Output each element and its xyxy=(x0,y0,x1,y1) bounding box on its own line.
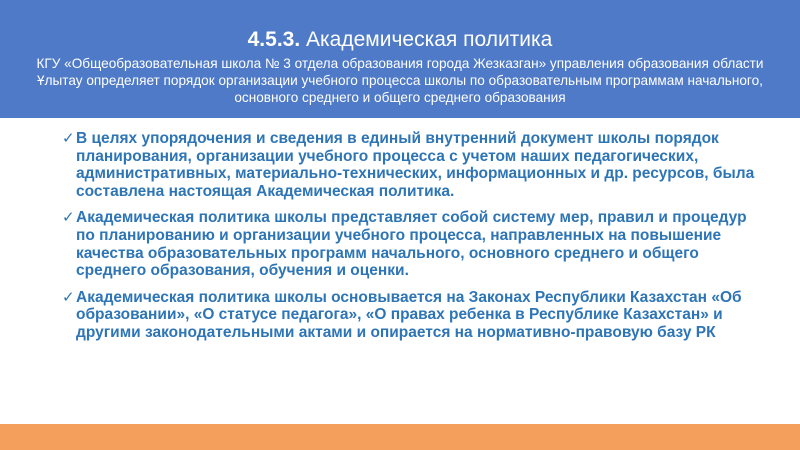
page-subtitle: КГУ «Общеобразовательная школа № 3 отдела образования города Жезказган» управления образования области Ұлытау определяет порядок организации учебного процесса школы по образовательным программам начального, основного среднего и общего среднего образования xyxy=(36,56,764,105)
check-icon: ✓ xyxy=(62,130,75,147)
bullet-list xyxy=(62,130,762,351)
header-banner xyxy=(0,0,800,118)
bullet-text: В целях упорядочения и сведения в единый внутренний документ школы порядок планирования, организации учебного процесса с учетом наших педагогических, административных, материально-технических, информационных и др. ресурсов, была составлена настоящая Академическая политика. xyxy=(76,130,755,200)
check-icon: ✓ xyxy=(62,209,75,227)
check-icon: ✓ xyxy=(62,288,75,306)
bullet-text: Академическая политика школы представляет собой систему мер, правил и процедур по планированию и организации учебного процесса, направленных на повышение качества образовательных программ начального, основного среднего и общего среднего образования, обучения и оценки. xyxy=(76,209,747,280)
page-title xyxy=(0,27,800,53)
title-number: 4.5.3. xyxy=(247,28,301,51)
bullet-text: Академическая политика школы основывается на Законах Республики Казахстан «Об образовании», «О статусе педагога», «О правах ребенка в Республике Казахстан» и другими законодательными актами и опирается на нормативно-правовую базу РК xyxy=(76,288,742,341)
footer-bar xyxy=(0,424,800,450)
bullet-item-3 xyxy=(62,289,762,342)
title-text: Академическая политика xyxy=(306,28,553,51)
bullet-item-1 xyxy=(62,130,762,200)
bullet-item-2 xyxy=(62,209,762,279)
